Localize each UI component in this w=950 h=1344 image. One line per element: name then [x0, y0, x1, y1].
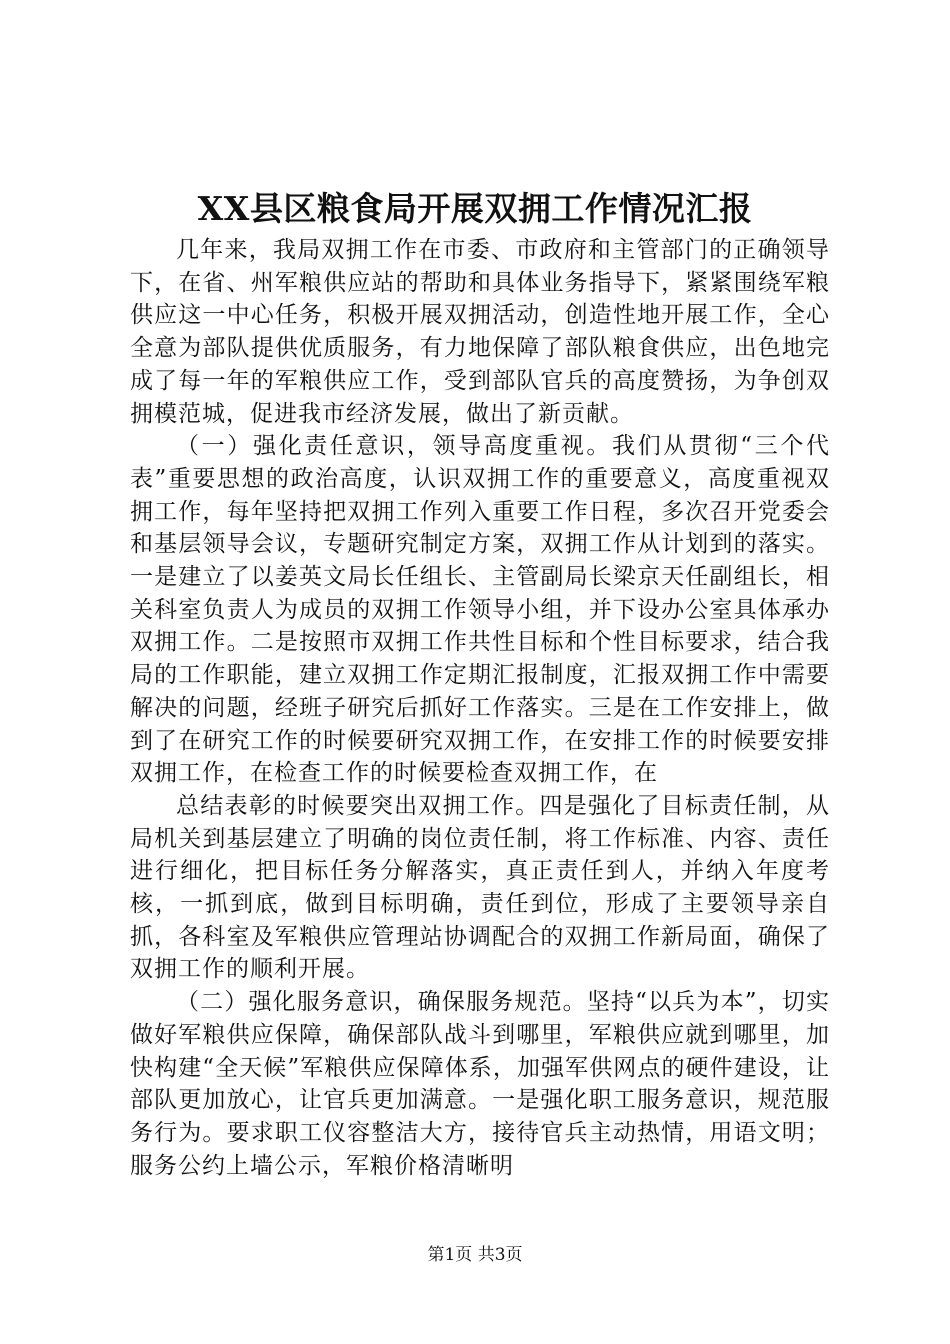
page-footer: 第1页 共3页 — [427, 1245, 523, 1265]
paragraph-section-1-continued: 总结表彰的时候要突出双拥工作。四是强化了目标责任制，从局机关到基层建立了明确的岗位责任制，将工作标准、内容、责任进行细化，把目标任务分解落实，真正责任到人，并纳入年度考核，一抓到底，做到目标明确，责任到位，形成了主要领导亲自抓，各科室及军粮供应管理站协调配合的双拥工作新局面，确保了双拥工作的顺利开展。 — [130, 792, 830, 983]
document-title: XX县区粮食局开展双拥工作情况汇报 — [197, 189, 753, 228]
paragraph-section-1: （一）强化责任意识，领导高度重视。我们从贯彻“三个代表”重要思想的政治高度，认识双拥工作的重要意义，高度重视双拥工作，每年坚持把双拥工作列入重要工作日程，多次召开党委会和基层领导会议，专题研究制定方案，双拥工作从计划到的落实。一是建立了以姜英文局长任组长、主管副局长梁京天任副组长，相关科室负责人为成员的双拥工作领导小组，并下设办公室具体承办双拥工作。二是按照市双拥工作共性目标和个性目标要求，结合我局的工作职能，建立双拥工作定期汇报制度，汇报双拥工作中需要解决的问题，经班子研究后抓好工作落实。三是在工作安排上，做到了在研究工作的时候要研究双拥工作，在安排工作的时候要安排双拥工作，在检查工作的时候要检查双拥工作，在 — [130, 433, 830, 787]
paragraph-intro: 几年来，我局双拥工作在市委、市政府和主管部门的正确领导下，在省、州军粮供应站的帮助和具体业务指导下，紧紧围绕军粮供应这一中心任务，积极开展双拥活动，创造性地开展工作，全心全意为部队提供优质服务，有力地保障了部队粮食供应，出色地完成了每一年的军粮供应工作，受到部队官兵的高度赞扬，为争创双拥模范城，促进我市经济发展，做出了新贡献。 — [130, 237, 830, 427]
paragraph-section-2: （二）强化服务意识，确保服务规范。坚持“以兵为本”，切实做好军粮供应保障，确保部队战斗到哪里，军粮供应就到哪里，加快构建“全天候”军粮供应保障体系，加强军供网点的硬件建设，让部队更加放心，让官兵更加满意。一是强化职工服务意识，规范服务行为。要求职工仪容整洁大方，接待官兵主动热情，用语文明；服务公约上墙公示，军粮价格清晰明 — [130, 989, 830, 1179]
document-body — [130, 234, 830, 1182]
